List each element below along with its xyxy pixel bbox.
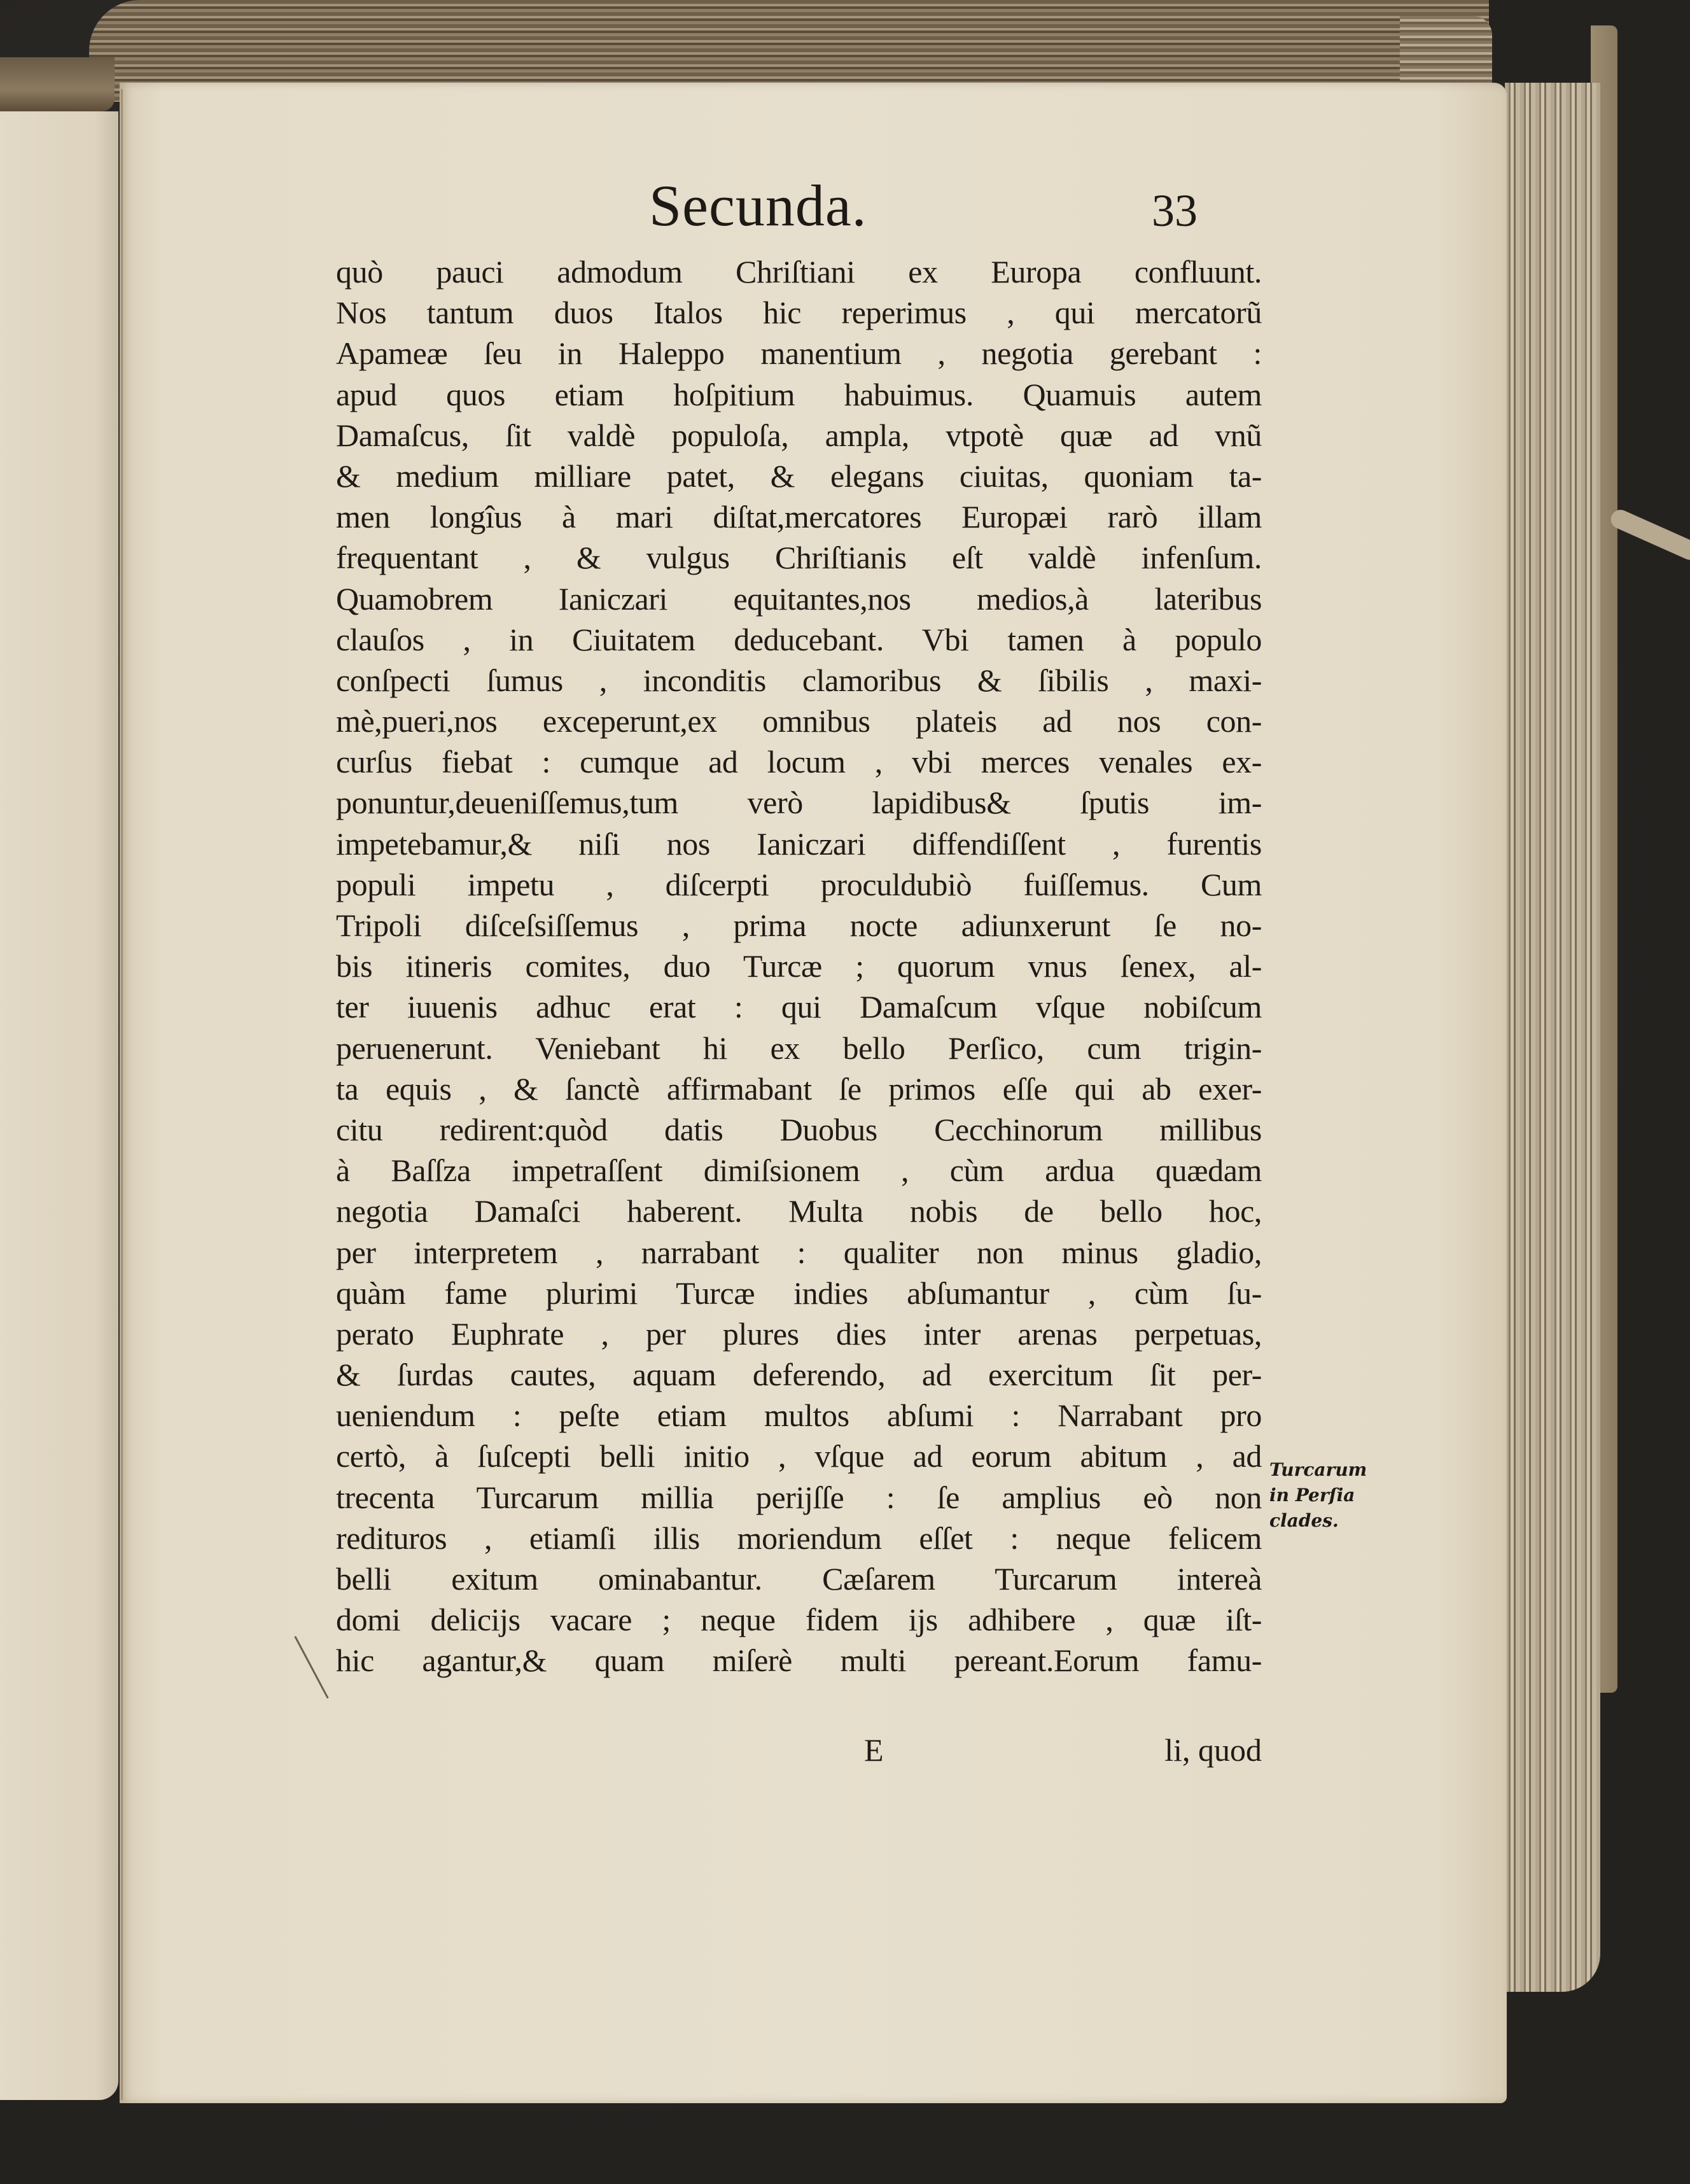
- text-line: Apameæ ſeu in Haleppo manentium , negotia gerebant :: [336, 335, 1262, 372]
- running-head: Secunda.: [649, 173, 867, 238]
- left-binding: [0, 57, 115, 111]
- text-line: ta equis , & ſanctè affirmabant ſe primos eſſe qui ab exer-: [336, 1070, 1262, 1107]
- text-line: certò, à ſuſcepti belli initio , vſque ad eorum abitum , ad: [336, 1438, 1262, 1474]
- text-line: clauſos , in Ciuitatem deducebant. Vbi tamen à populo: [336, 621, 1262, 657]
- text-line: Quamobrem Ianiczari equitantes,nos medios,à lateribus: [336, 580, 1262, 617]
- text-line: frequentant , & vulgus Chriſtianis eſt valdè infenſum.: [336, 540, 1262, 576]
- catchword: li, quod: [1164, 1732, 1262, 1768]
- text-line: ter iuuenis adhuc erat : qui Damaſcum vſque nobiſcum: [336, 989, 1262, 1025]
- text-line: perato Euphrate , per plures dies inter arenas perpetuas,: [336, 1315, 1262, 1352]
- text-line: negotia Damaſci haberent. Multa nobis de bello hoc,: [336, 1193, 1262, 1229]
- marginal-note: [1269, 1457, 1409, 1534]
- text-line: men longîus à mari diſtat,mercatores Europæi rarò illam: [336, 499, 1262, 535]
- text-line: Damaſcus, ſit valdè populoſa, ampla, vtpotè quæ ad vnũ: [336, 417, 1262, 453]
- text-line: domi delicijs vacare ; neque fidem ijs adhibere , quæ iſt-: [336, 1602, 1262, 1638]
- gutter: [121, 89, 123, 2100]
- text-line: Nos tantum duos Italos hic reperimus , qui mercatorũ: [336, 295, 1262, 331]
- body-text: [336, 251, 1262, 1681]
- text-line: bis itineris comites, duo Turcæ ; quorum vnus ſenex, al-: [336, 948, 1262, 984]
- text-line: quò pauci admodum Chriſtiani ex Europa confluunt.: [336, 254, 1262, 290]
- text-line: citu redirent:quòd datis Duobus Cecchinorum millibus: [336, 1111, 1262, 1147]
- page-number: 33: [1152, 185, 1198, 236]
- page-stack-corner: [1400, 16, 1492, 92]
- page-stack-fore-edge: [1505, 83, 1600, 1992]
- text-line: Tripoli diſceſsiſſemus , prima nocte adiunxerunt ſe no-: [336, 907, 1262, 943]
- text-line: ueniendum : peſte etiam multos abſumi : Narrabant pro: [336, 1397, 1262, 1434]
- marginal-note-line: Turcarum: [1269, 1459, 1367, 1480]
- text-line: per interpretem , narrabant : qualiter non minus gladio,: [336, 1234, 1262, 1270]
- text-line: conſpecti ſumus , inconditis clamoribus & ſibilis , maxi-: [336, 662, 1262, 698]
- verso-page-edge: [0, 111, 118, 2100]
- text-line: à Baſſza impetraſſent dimiſsionem , cùm ardua quædam: [336, 1152, 1262, 1189]
- text-line: trecenta Turcarum millia perijſſe : ſe amplius eò non: [336, 1479, 1262, 1515]
- text-line: & ſurdas cautes, aquam deferendo, ad exercitum ſit per-: [336, 1357, 1262, 1393]
- text-line: apud quos etiam hoſpitium habuimus. Quamuis autem: [336, 376, 1262, 412]
- text-line: mè,pueri,nos exceperunt,ex omnibus plateis ad nos con-: [336, 703, 1262, 739]
- text-line: & medium milliare patet, & elegans ciuitas, quoniam ta-: [336, 458, 1262, 494]
- text-line: redituros , etiamſi illis moriendum eſſet : neque felicem: [336, 1520, 1262, 1556]
- marginal-note-line: in Perſia: [1269, 1485, 1355, 1506]
- text-line: impetebamur,& niſi nos Ianiczari diffendiſſent , furentis: [336, 825, 1262, 862]
- text-line: hic agantur,& quam miſerè multi pereant.Eorum famu-: [336, 1642, 1262, 1679]
- text-line: ponuntur,deueniſſemus,tum verò lapidibus& ſputis im-: [336, 785, 1262, 821]
- signature-mark: E: [864, 1732, 884, 1768]
- page-footer: [336, 1730, 1262, 1770]
- text-line: quàm fame plurimi Turcæ indies abſumantur , cùm ſu-: [336, 1275, 1262, 1311]
- text-line: curſus fiebat : cumque ad locum , vbi merces venales ex-: [336, 744, 1262, 780]
- text-line: belli exitum ominabantur. Cæſarem Turcarum intereà: [336, 1561, 1262, 1597]
- text-line: populi impetu , diſcerpti proculdubiò fuiſſemus. Cum: [336, 866, 1262, 902]
- text-line: peruenerunt. Veniebant hi ex bello Perſico, cum trigin-: [336, 1030, 1262, 1066]
- marginal-note-line: clades.: [1269, 1510, 1339, 1531]
